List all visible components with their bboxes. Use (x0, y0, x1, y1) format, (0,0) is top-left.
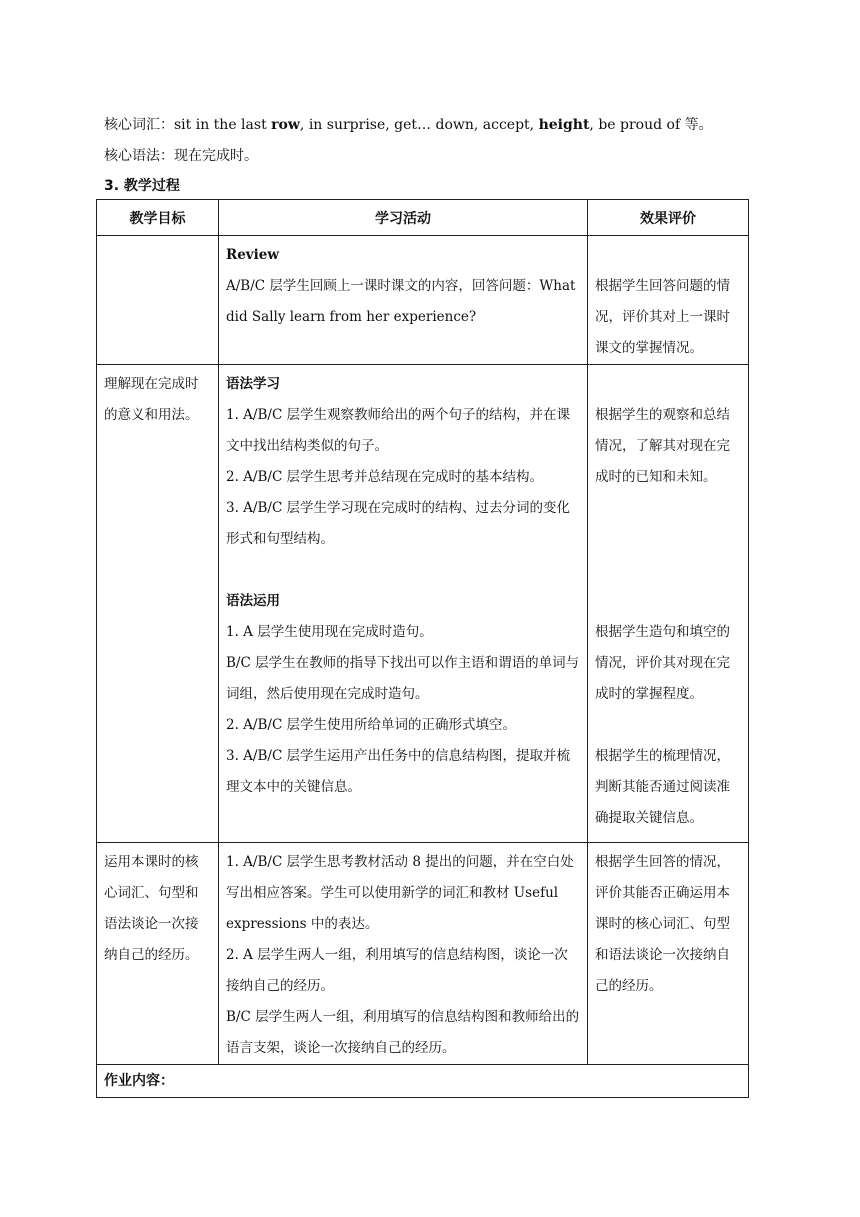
homework-cell (97, 1065, 749, 1098)
activity-item: 1. A 层学生使用现在完成时造句。 (226, 624, 433, 640)
evaluation-text: 根据学生的梳理情况，判断其能否通过阅读准确提取关键信息。 (595, 748, 730, 826)
goal-cell: 运用本课时的核心词汇、句型和语法谈论一次接纳自己的经历。 (97, 843, 219, 1065)
table-row (97, 365, 749, 843)
activity-item: 2. A 层学生两人一组，利用填写的信息结构图，谈论一次接纳自己的经历。 (226, 947, 568, 994)
header-activity: 学习活动 (219, 200, 588, 236)
homework-row (97, 1065, 749, 1098)
activity-subtitle: Review (226, 247, 279, 263)
activity-item: 2. A/B/C 层学生思考并总结现在完成时的基本结构。 (226, 469, 544, 485)
core-vocabulary-line: 核心词汇：sit in the last row, in surprise, get… down, accept, height, be proud of 等。 (104, 117, 713, 133)
goal-cell (97, 236, 219, 365)
core-grammar-line: 核心语法：现在完成时。 (104, 148, 258, 164)
section-heading: 3. 教学过程 (104, 178, 180, 194)
evaluation-text: 根据学生的观察和总结情况，了解其对现在完成时的已知和未知。 (595, 407, 730, 485)
evaluation-cell: 根据学生回答的情况，评价其能否正确运用本课时的核心词汇、句型和语法谈论一次接纳自己的经历。 (588, 843, 749, 1065)
activity-item: B/C 层学生在教师的指导下找出可以作主语和谓语的单词与词组，然后使用现在完成时造句。 (226, 655, 580, 702)
header-evaluation: 效果评价 (588, 200, 749, 236)
activity-item: B/C 层学生两人一组，利用填写的信息结构图和教师给出的语言支架，谈论一次接纳自己的经历。 (226, 1009, 580, 1056)
goal-cell: 理解现在完成时的意义和用法。 (97, 365, 219, 843)
evaluation-cell (588, 365, 749, 843)
evaluation-cell: 根据学生回答问题的情况，评价其对上一课时课文的掌握情况。 (588, 236, 749, 365)
activity-item: 1. A/B/C 层学生观察教师给出的两个句子的结构，并在课文中找出结构类似的句子。 (226, 407, 571, 454)
activity-item: 1. A/B/C 层学生思考教材活动 8 提出的问题，并在空白处写出相应答案。学生可以使用新学的词汇和教材 Useful expressions 中的表达。 (226, 854, 574, 932)
activity-subtitle: 语法学习 (226, 376, 280, 392)
activity-cell (219, 843, 588, 1065)
homework-label: 作业内容： (104, 1073, 174, 1089)
teaching-process-table (96, 199, 749, 1098)
evaluation-text: 根据学生造句和填空的情况，评价其对现在完成时的掌握程度。 (595, 624, 730, 702)
activity-cell (219, 365, 588, 843)
activity-cell (219, 236, 588, 365)
header-goal: 教学目标 (97, 200, 219, 236)
activity-item: 2. A/B/C 层学生使用所给单词的正确形式填空。 (226, 717, 517, 733)
activity-subtitle: 语法运用 (226, 593, 280, 609)
activity-item: 3. A/B/C 层学生学习现在完成时的结构、过去分词的变化形式和句型结构。 (226, 500, 571, 547)
table-header-row (97, 200, 749, 236)
activity-item: 3. A/B/C 层学生运用产出任务中的信息结构图，提取并梳理文本中的关键信息。 (226, 748, 571, 795)
table-row (97, 236, 749, 365)
table-row (97, 843, 749, 1065)
activity-item: A/B/C 层学生回顾上一课时课文的内容，回答问题：What did Sally learn from her experience? (226, 278, 576, 325)
